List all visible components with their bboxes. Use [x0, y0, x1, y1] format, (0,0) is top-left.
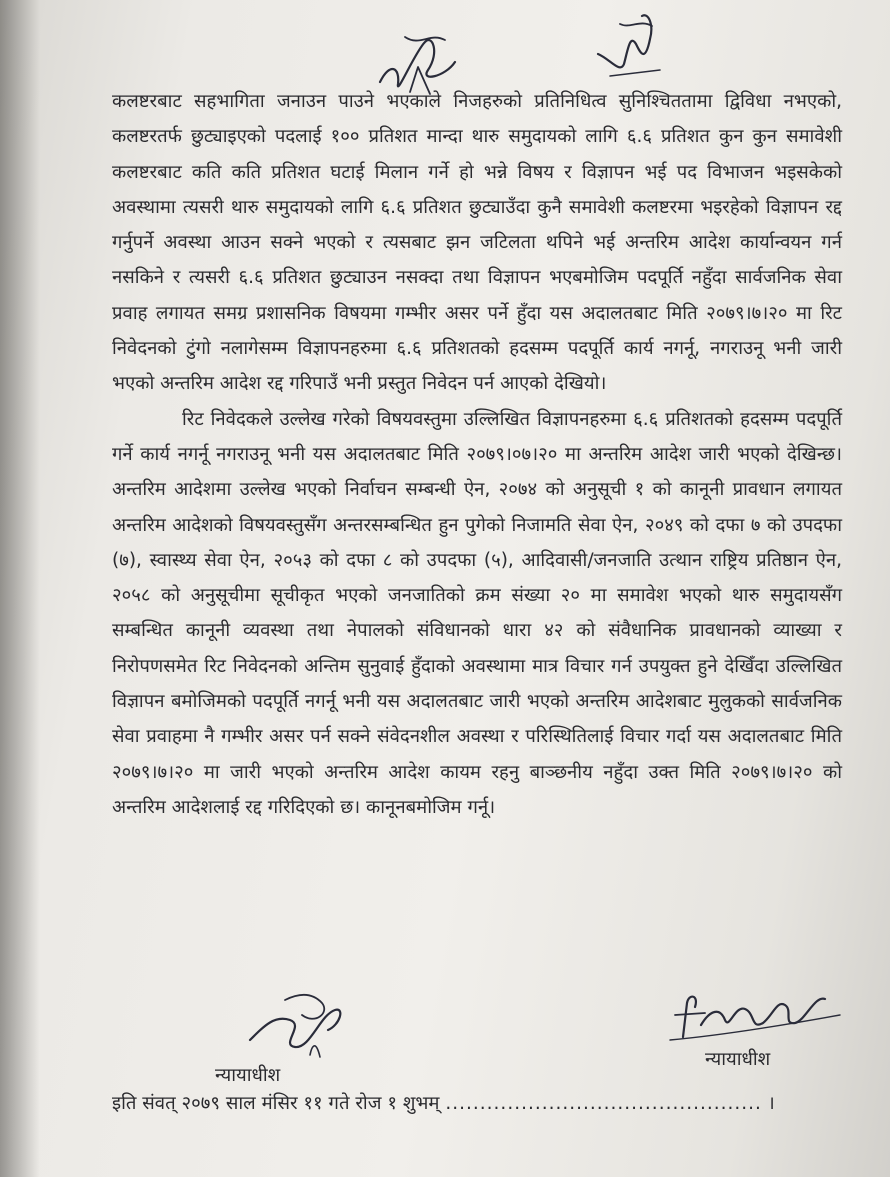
- closing-end-mark: ।: [767, 1093, 775, 1114]
- right-judge-signature: [665, 985, 845, 1049]
- paragraph-1: कलष्टरबाट सहभागिता जनाउन पाउने भएकाले निजहरुको प्रतिनिधित्व सुनिश्चिततामा द्विविधा नभएको, कलष्टरतर्फ छुट्याइएको पदलाई १०० प्रतिशत मान्दा थारु समुदायको लागि ६.६ प्रतिशत कुन कुन समावेशी कलष्टरबाट कति कति प्रतिशत घटाई मिलान गर्ने हो भन्ने विषय र विज्ञापन भई पद विभाजन भइसकेको अवस्थामा त्यसरी थारु समुदायको लागि ६.६ प्रतिशत छुट्याउँदा कुनै समावेशी कलष्टरमा भइरहेको विज्ञापन रद्द गर्नुपर्ने अवस्था आउन सक्ने भएको र त्यसबाट झन जटिलता थपिने भई अन्तरिम आदेश कार्यान्वयन गर्न नसकिने र त्यसरी ६.६ प्रतिशत छुट्याउन नसक्दा तथा विज्ञापन भएबमोजिम पदपूर्ति नहुँदा सार्वजनिक सेवा प्रवाह लगायत समग्र प्रशासनिक विषयमा गम्भीर असर पर्ने हुँदा यस अदालतबाट मिति २०७९।७।२० मा रिट निवेदनको टुंगो नलागेसम्म विज्ञापनहरुमा ६.६ प्रतिशतको हदसम्म पदपूर्ति कार्य नगर्नू, नगराउनू भनी जारी भएको अन्तरिम आदेश रद्द गरिपाउँ भनी प्रस्तुत निवेदन पर्न आएको देखियो।: [112, 91, 842, 395]
- dotted-leader: ..............................................: [445, 1093, 762, 1114]
- left-judge-title: न्यायाधीश: [215, 1065, 281, 1086]
- closing-text: इति संवत् २०७९ साल मंसिर ११ गते रोज १ शुभम्: [112, 1093, 440, 1114]
- closing-line: [112, 1090, 842, 1115]
- right-judge-title: न्यायाधीश: [705, 1049, 771, 1070]
- paragraph-2: रिट निवेदकले उल्लेख गरेको विषयवस्तुमा उल्लिखित विज्ञापनहरुमा ६.६ प्रतिशतको हदसम्म पदपूर्ति गर्ने कार्य नगर्नू नगराउनू भनी यस अदालतबाट मिति २०७९।०७।२० मा अन्तरिम आदेश जारी भएको देखिन्छ। अन्तरिम आदेशमा उल्लेख भएको निर्वाचन सम्बन्धी ऐन, २०७४ को अनुसूची १ को कानूनी प्रावधान लगायत अन्तरिम आदेशको विषयवस्तुसँग अन्तरसम्बन्धित हुन पुगेको निजामति सेवा ऐन, २०४९ को दफा ७ को उपदफा (७), स्वास्थ्य सेवा ऐन, २०५३ को दफा ८ को उपदफा (५), आदिवासी/जनजाति उत्थान राष्ट्रिय प्रतिष्ठान ऐन, २०५८ को अनुसूचीमा सूचीकृत भएको जनजातिको क्रम संख्या २० मा समावेश भएको थारु समुदायसँग सम्बन्धित कानूनी व्यवस्था तथा नेपालको संविधानको धारा ४२ को संवैधानिक प्रावधानको व्याख्या र निरोपणसमेत रिट निवेदनको अन्तिम सुनुवाई हुँदाको अवस्थामा मात्र विचार गर्न उपयुक्त हुने देखिँदा उल्लिखित विज्ञापन बमोजिमको पदपूर्ति नगर्नू भनी यस अदालतबाट जारी भएको अन्तरिम आदेशबाट मुलुकको सार्वजनिक सेवा प्रवाहमा नै गम्भीर असर पर्न सक्ने संवेदनशील अवस्था र परिस्थितिलाई विचार गर्दा यस अदालतबाट मिति २०७९।७।२० मा जारी भएको अन्तरिम आदेश कायम रहनु बाञ्छनीय नहुँदा उक्त मिति २०७९।७।२० को अन्तरिम आदेशलाई रद्द गरिदिएको छ। कानूनबमोजिम गर्नू।: [112, 408, 842, 818]
- page-edge-shadow: [0, 0, 40, 1177]
- top-signature-right: [590, 4, 670, 88]
- judgment-body: [112, 84, 842, 825]
- left-judge-signature: [240, 985, 360, 1069]
